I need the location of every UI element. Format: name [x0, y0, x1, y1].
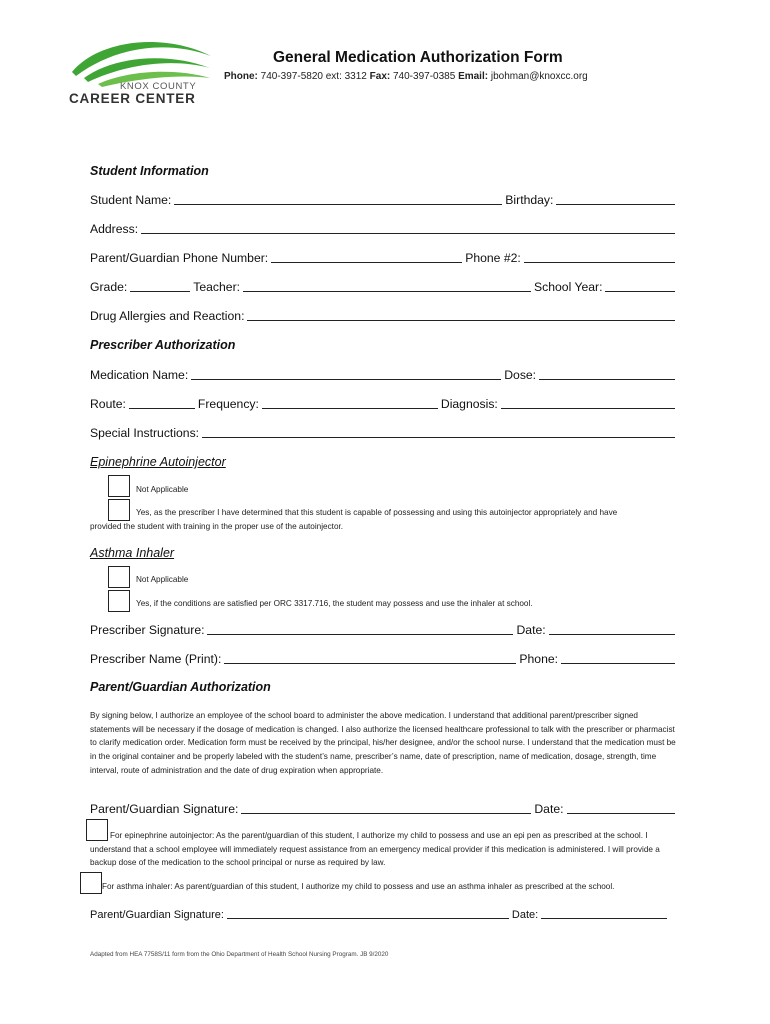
- phone-label: Phone:: [224, 71, 258, 82]
- prescriber-signature-field[interactable]: [207, 622, 513, 635]
- student-name-label: Student Name:: [90, 193, 172, 207]
- grade-field[interactable]: [130, 279, 190, 292]
- epi-parent-consent-text: For epinephrine autoinjector: As the parent/guardian of this student, I authorize my child to possess and use an epi pen as prescribed at the school. I understand that a school employee will immediately request assistance from an emergency medical provider if this medication is administered. I will provide a backup dose of the medication to the school principal or nurse as required by law.: [90, 831, 660, 868]
- footer-note: Adapted from HEA 7758S/11 form from the Ohio Department of Health School Nursing Program. JB 9/2020: [90, 951, 389, 958]
- logo-text-line2: CAREER CENTER: [69, 91, 196, 106]
- asthma-not-applicable-label: Not Applicable: [136, 575, 189, 584]
- email-label: Email:: [458, 71, 489, 82]
- asthma-yes-checkbox[interactable]: [108, 590, 130, 612]
- grade-teacher-row: [90, 279, 678, 294]
- school-year-field[interactable]: [605, 279, 675, 292]
- special-instructions-label: Special Instructions:: [90, 426, 200, 440]
- parent-consent-text: By signing below, I authorize an employee of the school board to administer the above medication. I understand that additional parent/prescriber signed statements will be necessary if the dosage of medication is changed. I also authorize the licensed healthcare professional to talk with the prescriber or pharmacist to clarify medication order. Medication form must be received by the principal, his/her designee, and/or the school nurse. I understand that the medication must be in the original container and be properly labeled with the student’s name, prescriber’s name, date of prescription, name of medication, dosage, strength, time interval, route of administration and the date of drug expiration when appropriate.: [90, 711, 676, 775]
- prescriber-name-row: [90, 651, 678, 666]
- student-name-row: [90, 192, 678, 207]
- diagnosis-label: Diagnosis:: [440, 397, 498, 411]
- parent-signature2-field[interactable]: [227, 906, 509, 919]
- epi-yes-label-line2: provided the student with training in the proper use of the autoinjector.: [90, 522, 344, 531]
- address-row: [90, 221, 678, 236]
- birthday-label: Birthday:: [505, 193, 554, 207]
- teacher-field[interactable]: [243, 279, 531, 292]
- medication-label: Medication Name:: [90, 368, 189, 382]
- prescriber-signature-label: Prescriber Signature:: [90, 623, 205, 637]
- grade-label: Grade:: [90, 280, 128, 294]
- asthma-yes-label: Yes, if the conditions are satisfied per ORC 3317.716, the student may possess and use the inhaler at school.: [136, 599, 533, 608]
- diagnosis-field[interactable]: [501, 396, 675, 409]
- parent-signature2-row: [90, 906, 670, 921]
- fax-value: 740-397-0385: [393, 71, 456, 82]
- inhaler-parent-consent-checkbox[interactable]: [80, 872, 102, 894]
- parent-heading: Parent/Guardian Authorization: [90, 680, 271, 694]
- route-row: [90, 396, 678, 411]
- parent-signature2-label: Parent/Guardian Signature:: [90, 909, 224, 921]
- inhaler-parent-consent-text: For asthma inhaler: As parent/guardian of this student, I authorize my child to possess and use an asthma inhaler as prescribed at the school.: [102, 882, 615, 891]
- parent-date-field[interactable]: [567, 801, 675, 814]
- parent-date2-label: Date:: [511, 909, 539, 921]
- route-field[interactable]: [129, 396, 195, 409]
- school-year-label: School Year:: [534, 280, 603, 294]
- frequency-label: Frequency:: [197, 397, 259, 411]
- parent-signature-row: [90, 801, 678, 816]
- parent-phone-label: Parent/Guardian Phone Number:: [90, 251, 269, 265]
- fax-label: Fax:: [369, 71, 391, 82]
- prescriber-name-field[interactable]: [224, 651, 516, 664]
- epinephrine-heading: Epinephrine Autoinjector: [90, 455, 226, 469]
- parent-date-label: Date:: [534, 802, 564, 816]
- prescriber-name-label: Prescriber Name (Print):: [90, 652, 222, 666]
- address-label: Address:: [90, 222, 139, 236]
- phone-value: 740-397-5820 ext: 3312: [260, 71, 367, 82]
- parent-phone-row: [90, 250, 678, 265]
- allergies-field[interactable]: [247, 308, 675, 321]
- asthma-heading: Asthma Inhaler: [90, 546, 175, 560]
- allergies-row: [90, 308, 678, 323]
- prescriber-phone-field[interactable]: [561, 651, 675, 664]
- parent-signature-field[interactable]: [241, 801, 531, 814]
- prescriber-date-label: Date:: [516, 623, 546, 637]
- epi-yes-checkbox[interactable]: [108, 499, 130, 521]
- parent-date2-field[interactable]: [541, 906, 667, 919]
- epi-not-applicable-checkbox[interactable]: [108, 475, 130, 497]
- dose-field[interactable]: [539, 367, 675, 380]
- email-value: jbohman@knoxcc.org: [490, 71, 588, 82]
- knox-county-career-center-logo: [68, 34, 218, 108]
- prescriber-phone-label: Phone:: [519, 652, 559, 666]
- prescriber-date-field[interactable]: [549, 622, 675, 635]
- logo-text-line1: KNOX COUNTY: [120, 81, 197, 92]
- parent-phone-field[interactable]: [271, 250, 462, 263]
- student-info-heading: Student Information: [90, 164, 209, 178]
- parent-signature-label: Parent/Guardian Signature:: [90, 802, 239, 816]
- birthday-field[interactable]: [556, 192, 675, 205]
- prescriber-heading: Prescriber Authorization: [90, 338, 236, 352]
- allergies-label: Drug Allergies and Reaction:: [90, 309, 245, 323]
- phone2-label: Phone #2:: [465, 251, 521, 265]
- epi-yes-label-line1: Yes, as the prescriber I have determined that this student is capable of possessing and using this autoinjector appropriately and have: [136, 508, 618, 517]
- phone2-field[interactable]: [524, 250, 675, 263]
- epi-not-applicable-label: Not Applicable: [136, 485, 189, 494]
- prescriber-signature-row: [90, 622, 678, 637]
- medication-row: [90, 367, 678, 382]
- medication-field[interactable]: [191, 367, 501, 380]
- frequency-field[interactable]: [262, 396, 438, 409]
- special-instructions-row: [90, 425, 678, 440]
- student-name-field[interactable]: [174, 192, 502, 205]
- special-instructions-field[interactable]: [202, 425, 675, 438]
- asthma-not-applicable-checkbox[interactable]: [108, 566, 130, 588]
- form-title: General Medication Authorization Form: [273, 49, 563, 66]
- route-label: Route:: [90, 397, 126, 411]
- address-field[interactable]: [141, 221, 675, 234]
- dose-label: Dose:: [504, 368, 537, 382]
- teacher-label: Teacher:: [193, 280, 241, 294]
- contact-line: [224, 71, 588, 82]
